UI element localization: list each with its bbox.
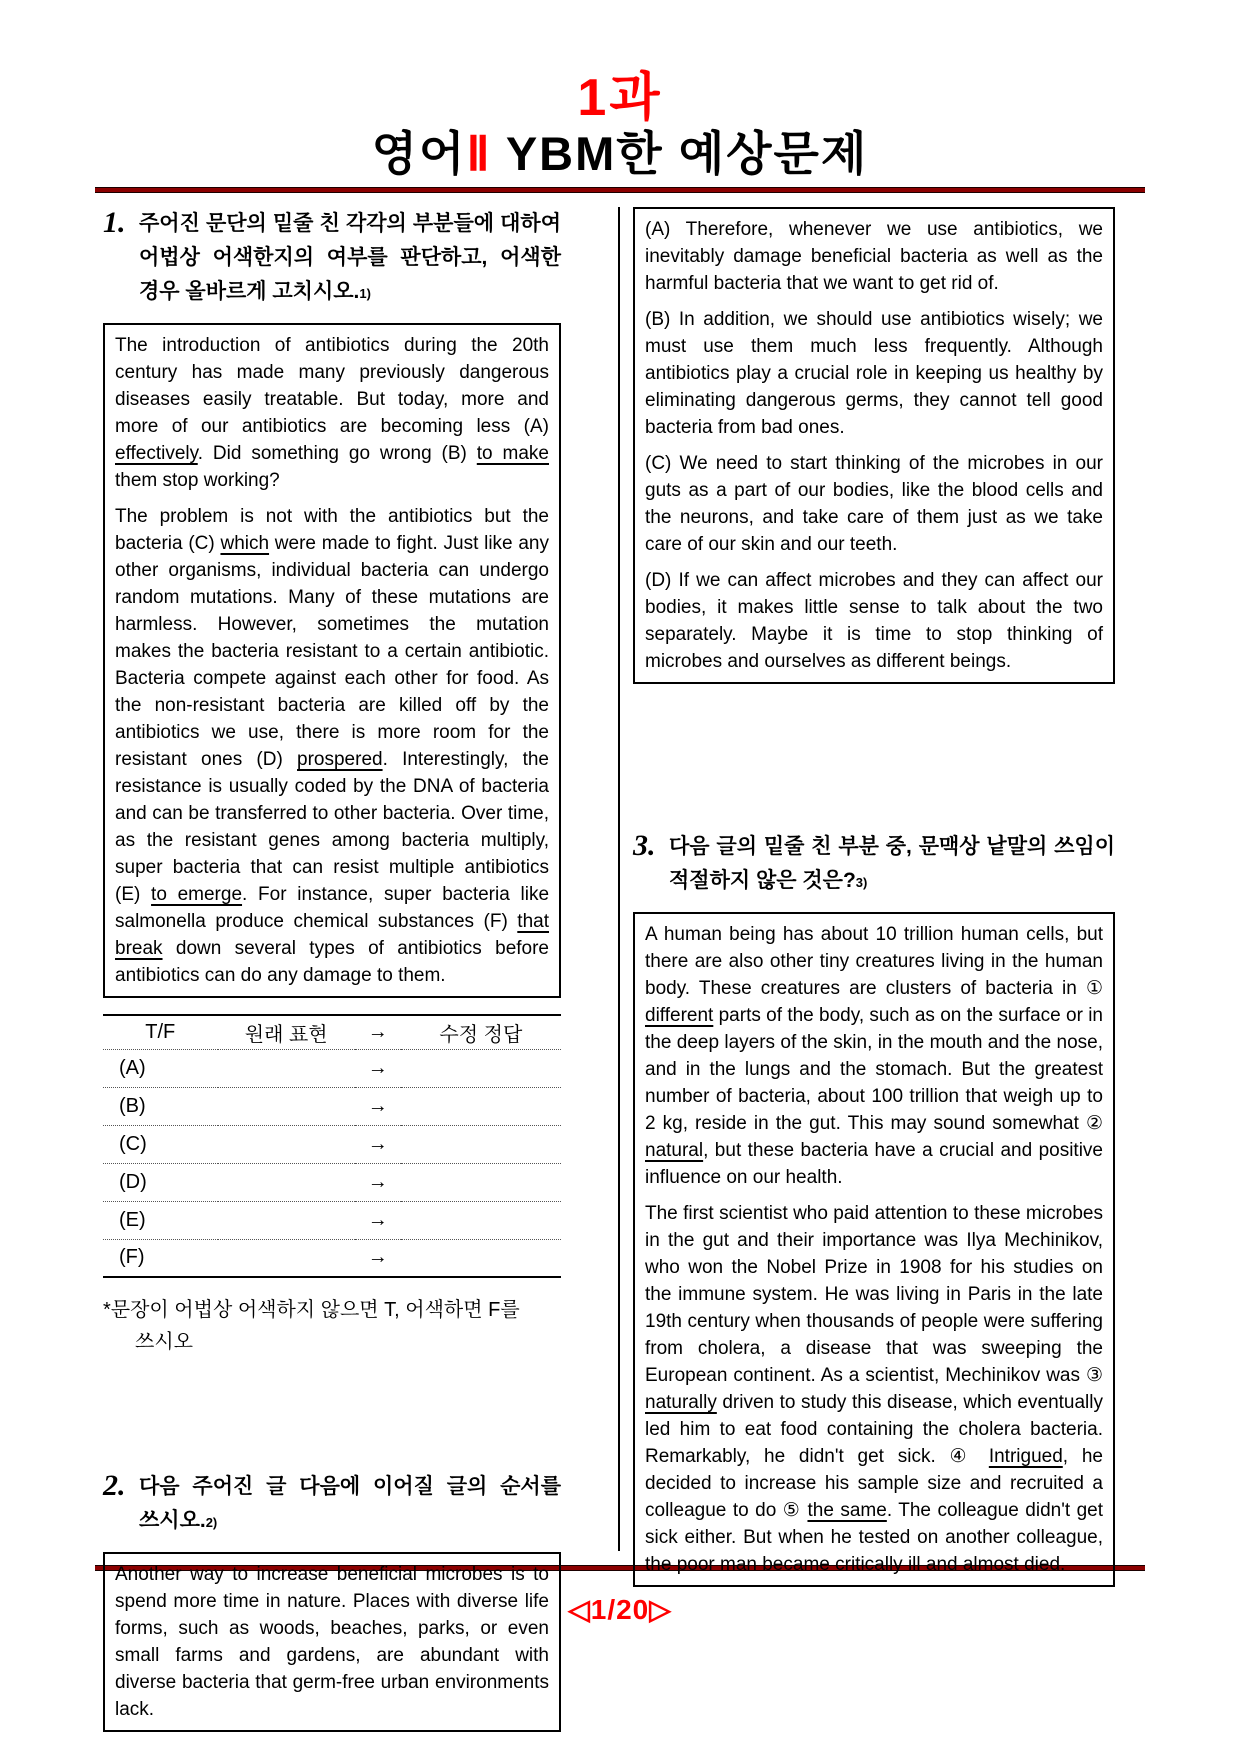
page-title-post: YBM한 예상문제 — [491, 127, 869, 180]
passage-paragraph — [645, 450, 1103, 558]
passage-text: (B) In addition, we should use antibiotics wisely; we must use them much less frequently. Although antibiotics play a crucial role in keeping us healthy by eliminating dangerous germs, they cannot tell good bacteria from bad ones. — [645, 309, 1103, 438]
question-3-passage-box — [633, 912, 1115, 1587]
header-original-expression: 원래 표현 — [244, 1023, 328, 1046]
row-label: (F) — [119, 1246, 145, 1269]
corrected-cell — [401, 1087, 561, 1125]
question-1-prompt: 주어진 문단의 밑줄 친 각각의 부분들에 대하여 어법상 어색한지의 여부를 판단하고, 어색한 경우 올바르게 고치시오.1) — [139, 212, 561, 303]
passage-paragraph — [645, 1200, 1103, 1578]
original-cell — [218, 1163, 355, 1201]
passage-text: . Interestingly, the resistance is usually coded by the DNA of bacteria and can be transferred to other bacteria. Over time, as the resistant genes among bacteria multiply, super bacteria that can resist multiple antibiotics (E) — [115, 749, 549, 905]
arrow-cell: → — [367, 1208, 388, 1231]
underlined-text: natural — [645, 1140, 704, 1161]
passage-text: The introduction of antibiotics during the 20th century has made many previously dangerous diseases easily treatable. But today, more and more of our antibiotics are becoming less (A) — [115, 335, 549, 437]
passage-text: . For instance, super bacteria like salmonella produce chemical substances (F) — [115, 884, 550, 932]
passage-text: (A) Therefore, whenever we use antibiotics, we inevitably damage beneficial bacteria as well as the harmful bacteria that we want to get rid of. — [645, 219, 1103, 294]
row-label: (C) — [119, 1132, 147, 1155]
passage-text: were made to fight. Just like any other organisms, individual bacteria can undergo random mutations. Many of these mutations are harmless. However, sometimes the mutation makes the bacteria resistant to a certain antibiotic. Bacteria compete against each other for food. As the non-resistant bacteria are killed off by the antibiotics we use, there is more room for the resistant ones (D) — [115, 533, 550, 770]
header-arrow: → — [367, 1020, 388, 1043]
passage-text: parts of the body, such as on the surface or in the deep layers of the skin, in the mouth and the nose, and in the lungs and the stomach. But the greatest number of bacteria, about 100 trillion that weigh up to 2 kg, reside in the gut. This may sound somewhat ② — [645, 1005, 1103, 1134]
question-1-note: *문장이 어법상 어색하지 않으면 T, 어색하면 F를 쓰시오 — [103, 1299, 520, 1353]
underlined-text: that break — [115, 911, 549, 959]
page-title — [0, 127, 1240, 180]
original-cell — [218, 1201, 355, 1239]
underlined-text: to make — [476, 443, 549, 464]
passage-text: The first scientist who paid attention to these microbes in the gut and their importance was Ilya Mechinikov, who won the Nobel Prize in 1908 for his studies on the immune system. He was living in Paris in the late 19th century when thousands of people were suffering from cholera, a disease that was sweeping the European continent. As a scientist, Mechinikov was ③ — [645, 1203, 1103, 1386]
passage-text: , but these bacteria have a crucial and positive influence on our health. — [645, 1140, 1103, 1188]
passage-text: them stop working? — [115, 470, 280, 491]
column-divider — [618, 207, 620, 1551]
underlined-text: prospered — [297, 749, 383, 770]
table-row — [103, 1239, 561, 1277]
header-tf: T/F — [145, 1020, 176, 1043]
table-row — [103, 1163, 561, 1201]
original-cell — [218, 1087, 355, 1125]
passage-text: A human being has about 10 trillion human cells, but there are also other tiny creatures living in the human body. These creatures are clusters of bacteria in ① — [645, 924, 1103, 999]
header-corrected-answer: 수정 정답 — [439, 1023, 523, 1046]
passage-text: , he decided to increase his sample size and recruited a colleague to do ⑤ — [645, 1446, 1103, 1521]
question-1-header — [103, 207, 561, 311]
passage-paragraph — [645, 306, 1103, 441]
arrow-cell: → — [367, 1056, 388, 1079]
passage-text: (C) We need to start thinking of the microbes in our guts as a part of our bodies, like the blood cells and the neurons, and take care of them just as we take care of our skin and our teeth. — [645, 453, 1103, 555]
question-1-passage-box — [103, 323, 561, 998]
question-1-footnote: 1) — [359, 286, 371, 301]
question-3-number: 3. — [633, 829, 656, 862]
arrow-cell: → — [367, 1094, 388, 1117]
original-cell — [218, 1125, 355, 1163]
underlined-text: to emerge — [151, 884, 243, 905]
question-1-number: 1. — [103, 206, 126, 239]
table-row — [103, 1125, 561, 1163]
row-label: (B) — [119, 1094, 146, 1117]
passage-paragraph — [115, 1561, 549, 1723]
table-row — [103, 1049, 561, 1087]
passage-text: driven to study this disease, which eventually led him to eat food containing the cholera bacteria. Remarkably, he didn't get sick. ④ — [645, 1392, 1103, 1467]
question-2-passage-box — [103, 1552, 561, 1732]
arrow-cell: → — [367, 1132, 388, 1155]
question-1-answer-table — [103, 1014, 561, 1278]
row-label: (A) — [119, 1056, 146, 1079]
corrected-cell — [401, 1239, 561, 1277]
row-label: (E) — [119, 1208, 146, 1231]
page-title-pre: 영어 — [371, 127, 467, 180]
question-2-prompt: 다음 주어진 글 다음에 이어질 글의 순서를 쓰시오.2) — [139, 1475, 561, 1532]
passage-text: Another way to increase beneficial microbes is to spend more time in nature. Places with diverse life forms, such as woods, beaches, parks, or even small farms and gardens, are abundant with diverse bacteria that germ-free urban environments lack. — [115, 1564, 549, 1720]
arrow-cell: → — [367, 1170, 388, 1193]
underlined-text: the same — [807, 1500, 887, 1521]
table-row — [103, 1201, 561, 1239]
page-title-roman-numeral: Ⅱ — [466, 127, 492, 180]
passage-paragraph — [645, 567, 1103, 675]
passage-text: The problem is not with the antibiotics but the bacteria (C) — [115, 506, 549, 554]
underlined-text: Intrigued — [988, 1446, 1063, 1467]
question-2-header — [103, 1470, 561, 1540]
chapter-title: 1과 — [577, 69, 663, 127]
passage-text: down several types of antibiotics before antibiotics can do any damage to them. — [115, 938, 549, 986]
page-number: ◁1/20▷ — [568, 1594, 672, 1625]
question-2-order-paragraphs-box — [633, 207, 1115, 684]
underlined-text: effectively — [115, 443, 198, 464]
arrow-cell: → — [367, 1246, 388, 1269]
passage-paragraph — [645, 921, 1103, 1191]
left-column — [103, 206, 561, 1720]
question-3-header — [633, 830, 1115, 900]
corrected-cell — [401, 1201, 561, 1239]
right-column — [633, 207, 1115, 1575]
table-row — [103, 1087, 561, 1125]
corrected-cell — [401, 1125, 561, 1163]
row-label: (D) — [119, 1170, 147, 1193]
passage-paragraph — [645, 216, 1103, 297]
corrected-cell — [401, 1163, 561, 1201]
question-2-footnote: 2) — [205, 1515, 218, 1530]
passage-paragraph — [115, 332, 549, 494]
underlined-text: which — [220, 533, 270, 554]
question-3-prompt: 다음 글의 밑줄 친 부분 중, 문맥상 낱말의 쓰임이 적절하지 않은 것은?3) — [669, 835, 1115, 892]
corrected-cell — [401, 1049, 561, 1087]
underlined-text: naturally — [645, 1392, 717, 1413]
question-2-number: 2. — [103, 1469, 126, 1502]
underlined-text: different — [645, 1005, 714, 1026]
passage-text: (D) If we can affect microbes and they can affect our bodies, it makes little sense to talk about the two separately. Maybe it is time to stop thinking of microbes and ourselves as different beings. — [645, 570, 1103, 672]
question-3-footnote: 3) — [855, 875, 868, 890]
answer-table-header-row — [103, 1015, 561, 1049]
page-header — [0, 0, 1240, 180]
passage-paragraph — [115, 503, 549, 989]
passage-text: . Did something go wrong (B) — [197, 443, 477, 464]
original-cell — [218, 1239, 355, 1277]
passage-text: . The colleague didn't get sick either. But when he tested on another colleague, the poor man became critically ill and almost died. — [645, 1500, 1103, 1575]
original-cell — [218, 1049, 355, 1087]
